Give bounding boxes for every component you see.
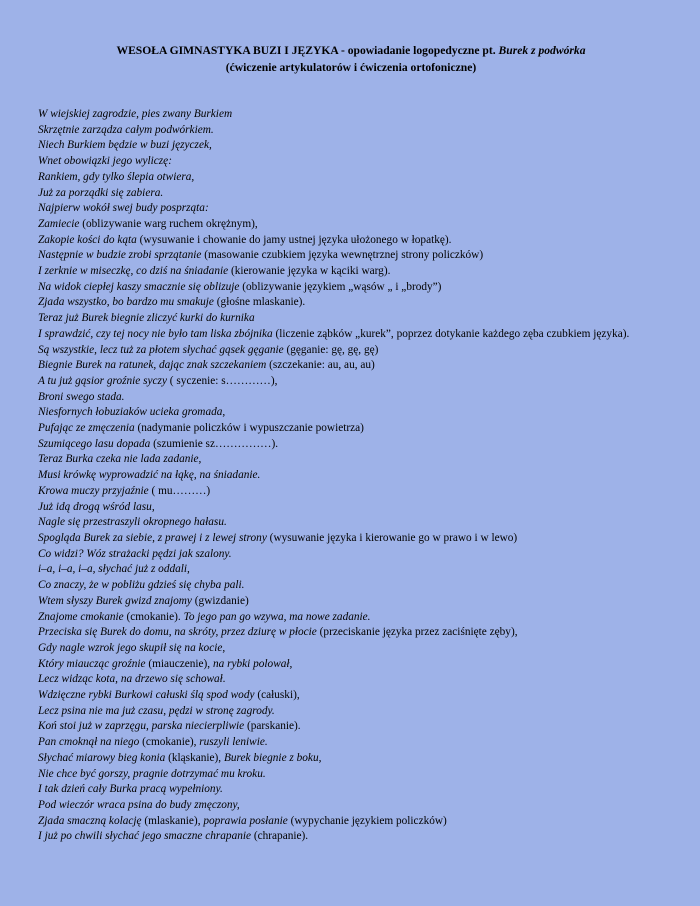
exercise-instruction: (całuski), [254, 689, 300, 702]
verse-text: Gdy nagle wzrok jego skupił się na kocie, [38, 641, 226, 654]
exercise-instruction: (przeciskanie języka przez zaciśnięte zęby), [316, 626, 518, 639]
verse-text: Rankiem, gdy tylko ślepia otwiera, [38, 170, 195, 183]
verse-text: Są wszystkie, lecz tuż za płotem słychać gąsek gęganie [38, 343, 284, 356]
verse-text: na rybki polował, [212, 657, 293, 670]
poem-line [38, 594, 664, 610]
exercise-instruction: (wypychanie językiem policzków) [287, 814, 447, 827]
document-header [38, 42, 664, 76]
verse-text: Już idą drogą wśród lasu, [38, 500, 155, 513]
verse-text: Już za porządki się zabiera. [38, 186, 164, 199]
poem-line [38, 233, 664, 249]
exercise-instruction: (głośne mlaskanie). [213, 296, 306, 309]
exercise-instruction: (wysuwanie języka i kierowanie go w prawo i w lewo) [266, 531, 518, 544]
verse-text: Co widzi? Wóz strażacki pędzi jak szalony. [38, 547, 232, 560]
poem-line [38, 688, 664, 704]
poem-line [38, 657, 664, 673]
poem-line [38, 311, 664, 327]
verse-text: poprawia posłanie [203, 814, 288, 827]
poem-line [38, 374, 664, 390]
title-story-name: Burek z podwórka [498, 44, 586, 57]
verse-text: Musi krówkę wyprowadzić na łąkę, na śniadanie. [38, 469, 261, 482]
exercise-instruction: (szczekanie: au, au, au) [266, 359, 375, 372]
poem-line [38, 547, 664, 563]
poem-line [38, 437, 664, 453]
exercise-instruction: (kląskanie), [165, 751, 224, 764]
verse-text: To jego pan go wzywa, ma nowe zadanie. [183, 610, 371, 623]
poem-body [38, 107, 664, 845]
verse-text: Przeciska się Burek do domu, na skróty, przez dziurę w płocie [38, 626, 317, 639]
poem-line [38, 484, 664, 500]
verse-text: Pod wieczór wraca psina do budy zmęczony, [38, 798, 240, 811]
poem-line [38, 170, 664, 186]
verse-text: I zerknie w miseczkę, co dziś na śniadanie [38, 265, 229, 278]
poem-line [38, 719, 664, 735]
poem-line [38, 248, 664, 264]
poem-line [38, 704, 664, 720]
poem-line [38, 829, 664, 845]
verse-text: Zjada wszystko, bo bardzo mu smakuje [38, 296, 214, 309]
poem-line [38, 625, 664, 641]
exercise-instruction: (masowanie czubkiem języka wewnętrznej strony policzków) [201, 249, 484, 262]
poem-line [38, 452, 664, 468]
verse-text: Słychać miarowy bieg konia [38, 751, 166, 764]
document-title [38, 42, 664, 59]
verse-text: Który miaucząc groźnie [38, 657, 146, 670]
poem-line [38, 515, 664, 531]
poem-line [38, 562, 664, 578]
verse-text: Zakopie kości do kąta [38, 233, 137, 246]
poem-line [38, 107, 664, 123]
exercise-instruction: ( syczenie: s…………), [166, 374, 278, 387]
verse-text: i–a, i–a, i–a, słychać już z oddali, [38, 563, 190, 576]
poem-line [38, 358, 664, 374]
exercise-instruction: (oblizywanie językiem „wąsów „ i „brody”) [239, 280, 442, 293]
poem-line [38, 578, 664, 594]
verse-text: Na widok ciepłej kaszy smacznie się oblizuje [38, 280, 240, 293]
exercise-instruction: (nadymanie policzków i wypuszczanie powietrza) [134, 422, 364, 435]
verse-text: Lecz widząc kota, na drzewo się schował. [38, 673, 226, 686]
poem-line [38, 327, 664, 343]
exercise-instruction: (gwizdanie) [191, 594, 249, 607]
verse-text: Burek biegnie z boku, [223, 751, 322, 764]
poem-line [38, 531, 664, 547]
verse-text: Pufając ze zmęczenia [38, 422, 135, 435]
exercise-instruction: (parskanie). [244, 720, 301, 733]
exercise-instruction: (wysuwanie i chowanie do jamy ustnej języka ułożonego w łopatkę). [136, 233, 452, 246]
exercise-instruction: (miauczenie), [145, 657, 213, 670]
verse-text: Teraz już Burek biegnie zliczyć kurki do kurnika [38, 312, 255, 325]
poem-line [38, 751, 664, 767]
verse-text: Pan cmoknął na niego [38, 736, 140, 749]
verse-text: Lecz psina nie ma już czasu, pędzi w stronę zagrody. [38, 704, 275, 717]
verse-text: W wiejskiej zagrodzie, pies zwany Burkiem [38, 108, 233, 120]
poem-line [38, 390, 664, 406]
verse-text: Niesfornych łobuziaków ucieka gromada, [38, 406, 226, 419]
verse-text: Co znaczy, że w pobliżu gdzieś się chyba pali. [38, 579, 245, 592]
verse-text: Szumiącego lasu dopada [38, 437, 151, 450]
poem-line [38, 295, 664, 311]
verse-text: ruszyli leniwie. [199, 736, 268, 749]
poem-line [38, 767, 664, 783]
verse-text: Najpierw wokół swej budy posprząta: [38, 202, 209, 215]
verse-text: Następnie w budzie zrobi sprzątanie [38, 249, 202, 262]
poem-line [38, 610, 664, 626]
verse-text: Teraz Burka czeka nie lada zadanie, [38, 453, 202, 466]
exercise-instruction: (liczenie ząbków „kurek”, poprzez dotykanie każdego zęba czubkiem języka). [272, 327, 630, 340]
exercise-instruction: (chrapanie). [251, 830, 309, 843]
poem-line [38, 468, 664, 484]
poem-line [38, 421, 664, 437]
poem-line [38, 672, 664, 688]
verse-text: Wtem słyszy Burek gwizd znajomy [38, 594, 192, 607]
verse-text: Niech Burkiem będzie w buzi języczek, [38, 139, 212, 152]
verse-text: I tak dzień cały Burka pracą wypełniony. [38, 783, 223, 796]
exercise-instruction: (cmokanie). [123, 610, 184, 623]
poem-line [38, 735, 664, 751]
poem-line [38, 500, 664, 516]
poem-line [38, 264, 664, 280]
poem-line [38, 201, 664, 217]
verse-text: Wnet obowiązki jego wyliczę: [38, 155, 172, 168]
poem-line [38, 123, 664, 139]
verse-text: Koń stoi już w zaprzęgu, parska niecierpliwie [38, 720, 245, 733]
poem-line [38, 798, 664, 814]
verse-text: I już po chwili słychać jego smaczne chrapanie [38, 830, 252, 843]
exercise-instruction: (gęganie: gę, gę, gę) [283, 343, 379, 356]
exercise-instruction: (cmokanie), [139, 736, 200, 749]
verse-text: Znajome cmokanie [38, 610, 124, 623]
poem-line [38, 154, 664, 170]
exercise-instruction: ( mu………) [148, 484, 211, 497]
verse-text: Nagle się przestraszyli okropnego hałasu. [38, 516, 227, 529]
poem-line [38, 280, 664, 296]
verse-text: Krowa muczy przyjaźnie [38, 484, 149, 497]
poem-line [38, 217, 664, 233]
poem-line [38, 641, 664, 657]
verse-text: Zamiecie [38, 217, 80, 230]
exercise-instruction: (mlaskanie), [141, 814, 204, 827]
verse-text: Nie chce być gorszy, pragnie dotrzymać mu kroku. [38, 767, 266, 780]
verse-text: Spogląda Burek za siebie, z prawej i z lewej strony [38, 531, 267, 544]
exercise-instruction: (oblizywanie warg ruchem okrężnym), [79, 217, 258, 230]
document-subtitle: (ćwiczenie artykulatorów i ćwiczenia ortofoniczne) [225, 61, 477, 74]
verse-text: Broni swego stada. [38, 390, 125, 403]
poem-line [38, 138, 664, 154]
title-text: WESOŁA GIMNASTYKA BUZI I JĘZYKA - opowiadanie logopedyczne pt. [116, 44, 496, 57]
poem-line [38, 405, 664, 421]
verse-text: Biegnie Burek na ratunek, dając znak szczekaniem [38, 359, 267, 372]
verse-text: Skrzętnie zarządza całym podwórkiem. [38, 123, 214, 136]
poem-line [38, 782, 664, 798]
poem-line [38, 186, 664, 202]
verse-text: A tu już gąsior groźnie syczy [38, 374, 167, 387]
poem-line [38, 814, 664, 830]
exercise-instruction: (kierowanie języka w kąciki warg). [228, 265, 391, 278]
exercise-instruction: (szumienie sz……………). [150, 437, 279, 450]
poem-line [38, 343, 664, 359]
verse-text: Zjada smaczną kolację [38, 814, 142, 827]
verse-text: I sprawdzić, czy tej nocy nie było tam liska zbójnika [38, 327, 273, 340]
verse-text: Wdzięczne rybki Burkowi całuski ślą spod wody [38, 689, 255, 702]
